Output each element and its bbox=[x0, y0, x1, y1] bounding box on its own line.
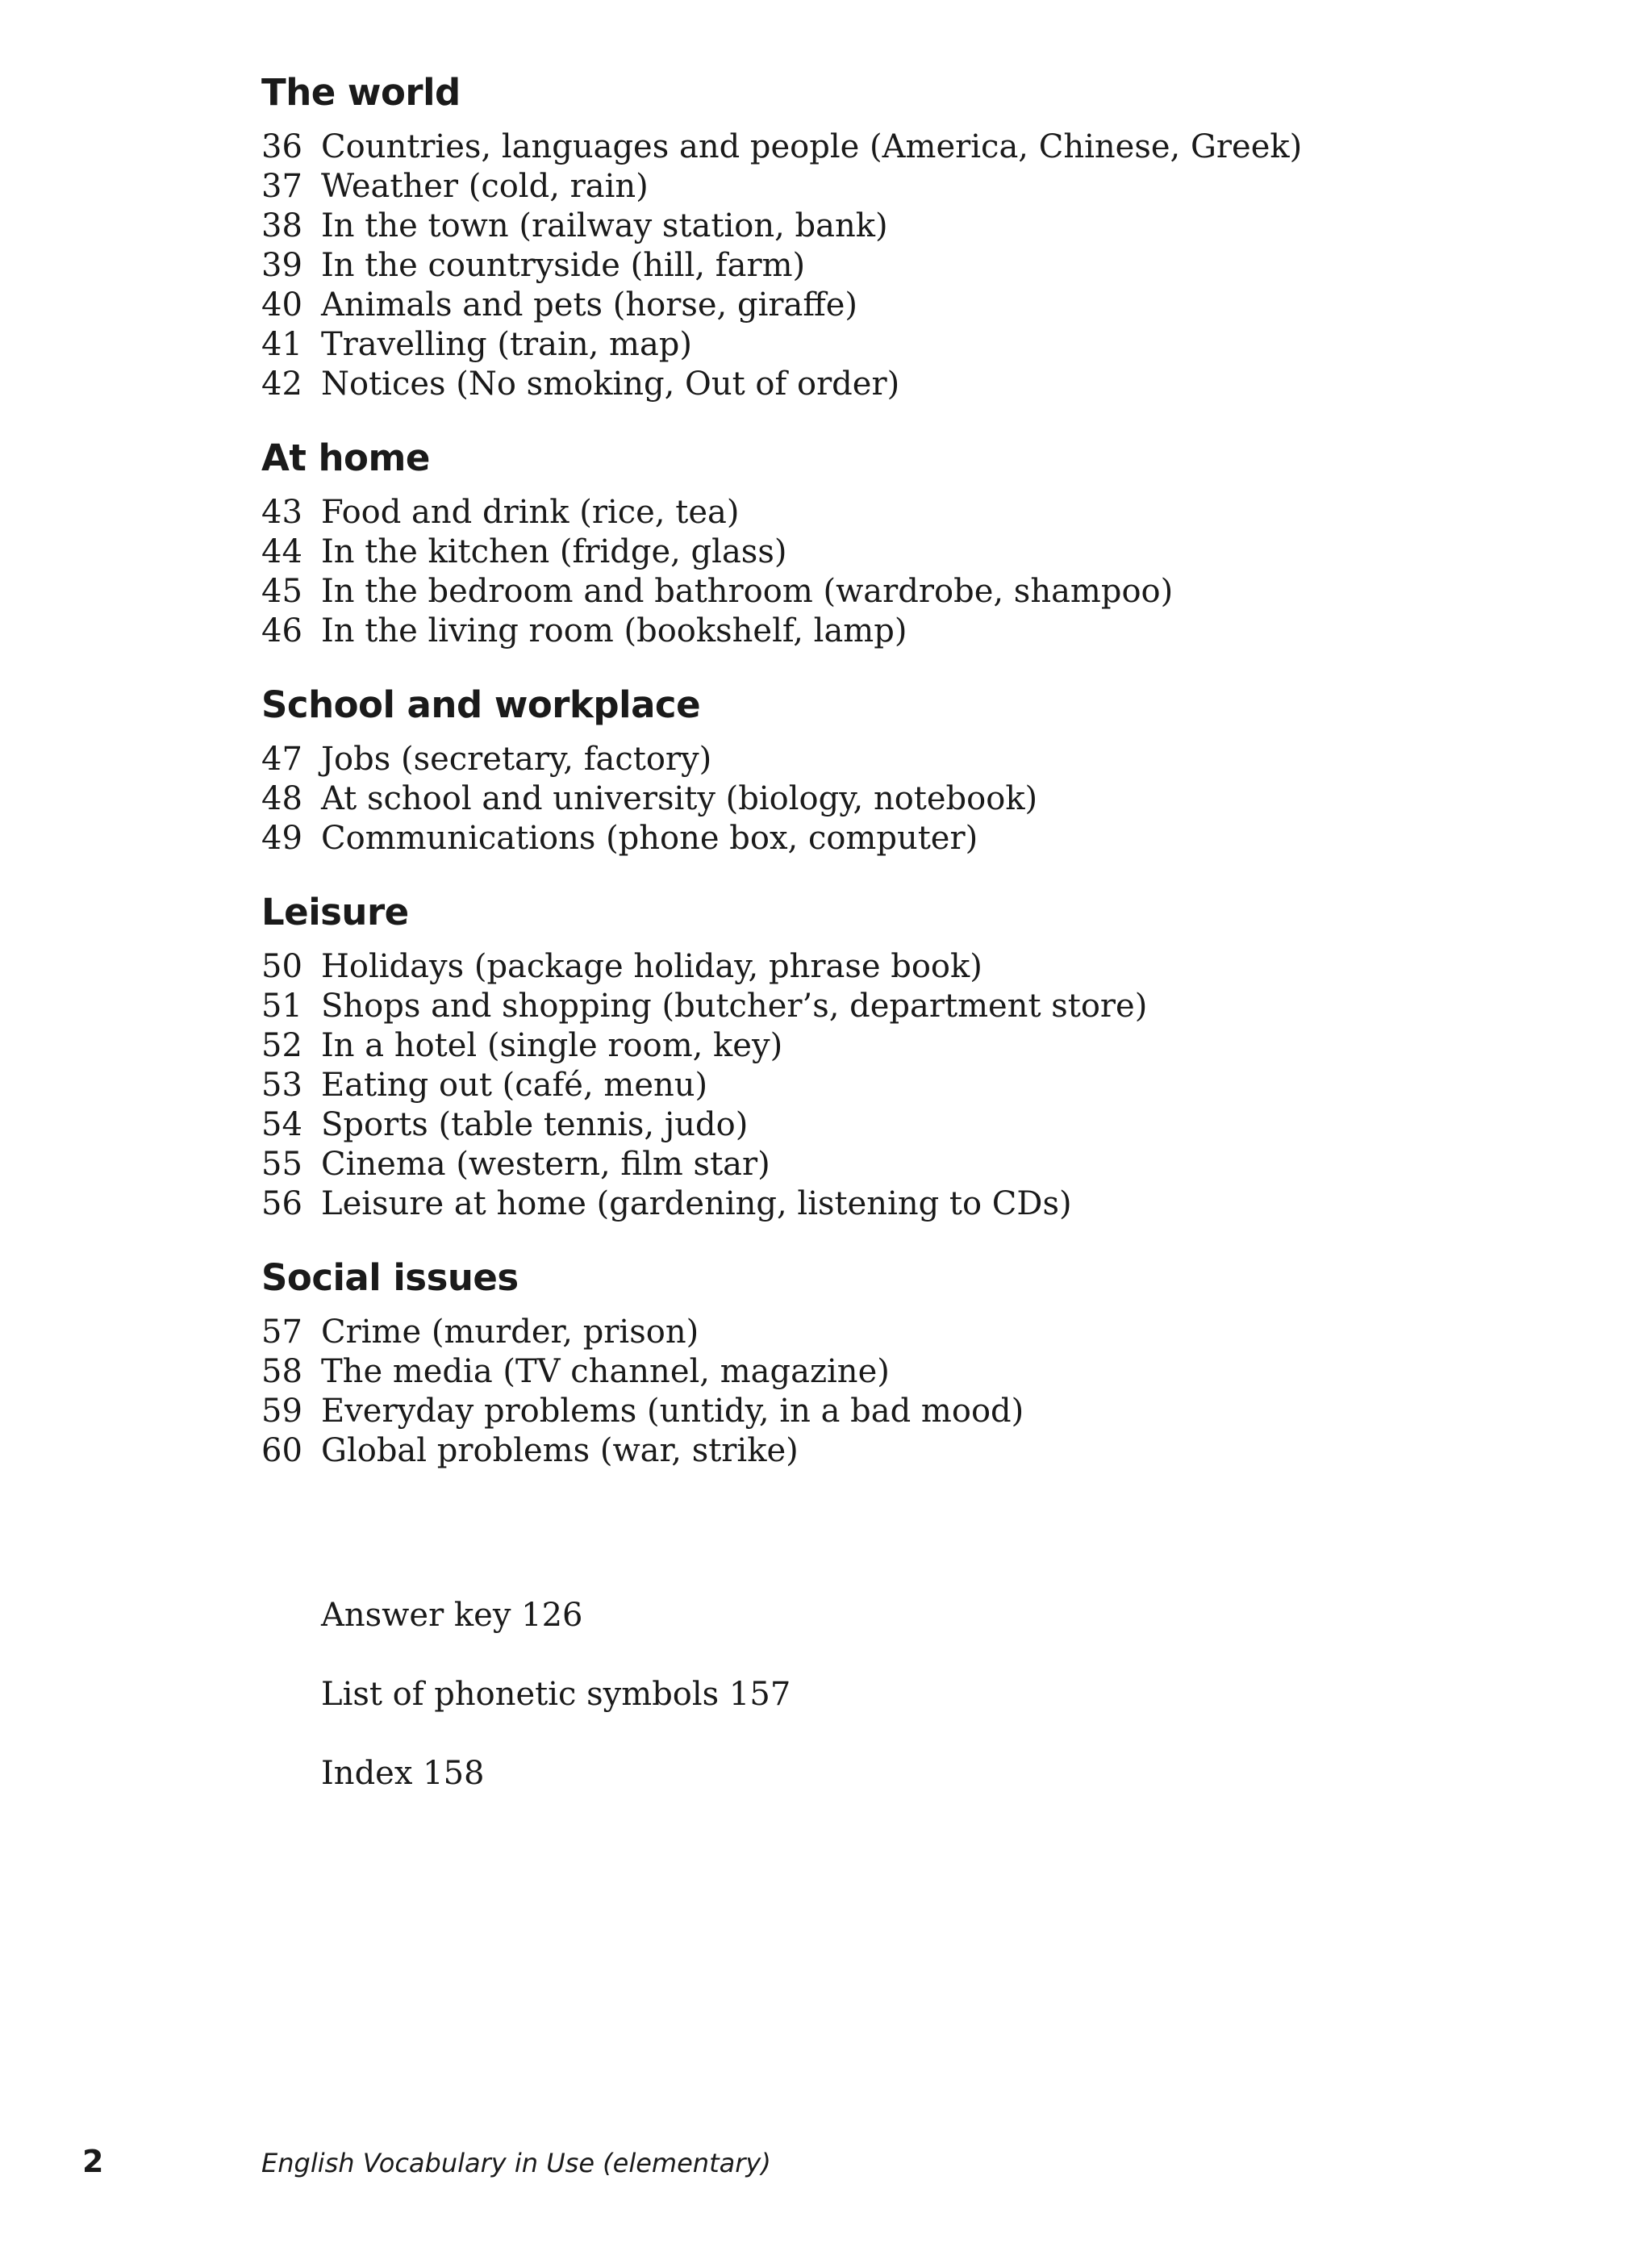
unit-title: Shops and shopping (butcher’s, department store) bbox=[321, 988, 1148, 1025]
unit-number: 44 bbox=[261, 533, 302, 570]
unit-title: Jobs (secretary, factory) bbox=[321, 741, 712, 778]
unit-list bbox=[261, 1313, 1471, 1471]
unit-number: 53 bbox=[261, 1067, 302, 1104]
unit-title: Communications (phone box, computer) bbox=[321, 820, 978, 857]
back-matter-index bbox=[321, 1754, 791, 1794]
unit-number: 46 bbox=[261, 612, 302, 649]
unit-number: 57 bbox=[261, 1314, 302, 1351]
unit-number: 42 bbox=[261, 365, 302, 403]
back-matter-label: Answer key bbox=[321, 1597, 511, 1634]
section-heading: Leisure bbox=[261, 891, 409, 933]
back-matter-answer-key bbox=[321, 1596, 791, 1635]
unit-number: 60 bbox=[261, 1432, 302, 1469]
unit-title: Leisure at home (gardening, listening to CDs) bbox=[321, 1185, 1072, 1222]
unit-title: Animals and pets (horse, giraffe) bbox=[321, 286, 858, 324]
unit-title: Travelling (train, map) bbox=[321, 326, 692, 363]
unit-title: Countries, languages and people (America, Chinese, Greek) bbox=[321, 128, 1303, 165]
back-matter-label: Index bbox=[321, 1755, 413, 1792]
unit-entry bbox=[261, 987, 1471, 1026]
unit-title: Eating out (café, menu) bbox=[321, 1067, 708, 1104]
unit-entry bbox=[261, 779, 1471, 819]
unit-entry bbox=[261, 1431, 1471, 1471]
toc-section-the-world bbox=[261, 71, 1471, 404]
unit-title: Cinema (western, film star) bbox=[321, 1146, 770, 1183]
unit-number: 59 bbox=[261, 1393, 302, 1430]
page-footer bbox=[0, 2140, 1652, 2188]
unit-entry bbox=[261, 365, 1471, 404]
unit-entry bbox=[261, 1352, 1471, 1392]
back-matter-phonetic-symbols bbox=[321, 1675, 791, 1714]
section-heading: At home bbox=[261, 436, 430, 479]
unit-number: 54 bbox=[261, 1106, 302, 1143]
unit-number: 55 bbox=[261, 1146, 302, 1183]
unit-title: In the living room (bookshelf, lamp) bbox=[321, 612, 907, 649]
unit-entry bbox=[261, 207, 1471, 246]
unit-entry bbox=[261, 493, 1471, 533]
back-matter-label: List of phonetic symbols bbox=[321, 1676, 720, 1713]
unit-entry bbox=[261, 167, 1471, 207]
unit-entry bbox=[261, 325, 1471, 365]
unit-entry bbox=[261, 947, 1471, 987]
unit-title: In the bedroom and bathroom (wardrobe, shampoo) bbox=[321, 573, 1174, 610]
unit-title: Holidays (package holiday, phrase book) bbox=[321, 948, 982, 985]
back-matter-page: 157 bbox=[728, 1676, 791, 1713]
unit-number: 43 bbox=[261, 494, 302, 531]
unit-number: 40 bbox=[261, 286, 302, 324]
toc-section-leisure bbox=[261, 891, 1471, 1224]
unit-number: 39 bbox=[261, 247, 302, 284]
unit-title: Crime (murder, prison) bbox=[321, 1314, 699, 1351]
unit-entry bbox=[261, 1184, 1471, 1224]
unit-title: The media (TV channel, magazine) bbox=[321, 1353, 890, 1390]
unit-entry bbox=[261, 286, 1471, 325]
unit-title: At school and university (biology, notebook) bbox=[321, 780, 1038, 817]
unit-title: In the kitchen (fridge, glass) bbox=[321, 533, 787, 570]
unit-number: 58 bbox=[261, 1353, 302, 1390]
section-heading: Social issues bbox=[261, 1256, 519, 1299]
unit-number: 52 bbox=[261, 1027, 302, 1064]
unit-number: 41 bbox=[261, 326, 302, 363]
section-heading: School and workplace bbox=[261, 683, 701, 726]
unit-number: 56 bbox=[261, 1185, 302, 1222]
unit-title: Sports (table tennis, judo) bbox=[321, 1106, 749, 1143]
unit-entry bbox=[261, 572, 1471, 612]
unit-entry bbox=[261, 1313, 1471, 1352]
unit-title: Notices (No smoking, Out of order) bbox=[321, 365, 900, 403]
unit-title: Weather (cold, rain) bbox=[321, 168, 649, 205]
unit-entry bbox=[261, 127, 1471, 167]
table-of-contents bbox=[261, 71, 1471, 1503]
back-matter-page: 126 bbox=[521, 1597, 583, 1634]
unit-entry bbox=[261, 819, 1471, 858]
unit-entry bbox=[261, 1392, 1471, 1431]
unit-title: Everyday problems (untidy, in a bad mood) bbox=[321, 1393, 1024, 1430]
unit-title: In a hotel (single room, key) bbox=[321, 1027, 783, 1064]
unit-number: 37 bbox=[261, 168, 302, 205]
back-matter-page: 158 bbox=[423, 1755, 485, 1792]
unit-number: 38 bbox=[261, 207, 302, 244]
back-matter-list bbox=[321, 1596, 791, 1833]
unit-entry bbox=[261, 1066, 1471, 1105]
unit-entry bbox=[261, 1105, 1471, 1145]
unit-list bbox=[261, 493, 1471, 651]
unit-list bbox=[261, 127, 1471, 404]
unit-entry bbox=[261, 612, 1471, 651]
unit-entry bbox=[261, 740, 1471, 779]
toc-section-at-home bbox=[261, 436, 1471, 651]
unit-title: Global problems (war, strike) bbox=[321, 1432, 799, 1469]
toc-section-school-and-workplace bbox=[261, 683, 1471, 858]
unit-title: In the countryside (hill, farm) bbox=[321, 247, 806, 284]
unit-number: 36 bbox=[261, 128, 302, 165]
unit-list bbox=[261, 740, 1471, 858]
unit-list bbox=[261, 947, 1471, 1224]
unit-title: Food and drink (rice, tea) bbox=[321, 494, 740, 531]
unit-number: 50 bbox=[261, 948, 302, 985]
unit-number: 45 bbox=[261, 573, 302, 610]
unit-number: 47 bbox=[261, 741, 302, 778]
unit-entry bbox=[261, 1026, 1471, 1066]
unit-entry bbox=[261, 1145, 1471, 1184]
page-number: 2 bbox=[82, 2144, 104, 2179]
unit-number: 49 bbox=[261, 820, 302, 857]
toc-section-social-issues bbox=[261, 1256, 1471, 1471]
unit-entry bbox=[261, 246, 1471, 286]
unit-title: In the town (railway station, bank) bbox=[321, 207, 888, 244]
unit-entry bbox=[261, 533, 1471, 572]
unit-number: 51 bbox=[261, 988, 302, 1025]
section-heading: The world bbox=[261, 71, 461, 114]
book-title: English Vocabulary in Use (elementary) bbox=[261, 2148, 771, 2178]
unit-number: 48 bbox=[261, 780, 302, 817]
